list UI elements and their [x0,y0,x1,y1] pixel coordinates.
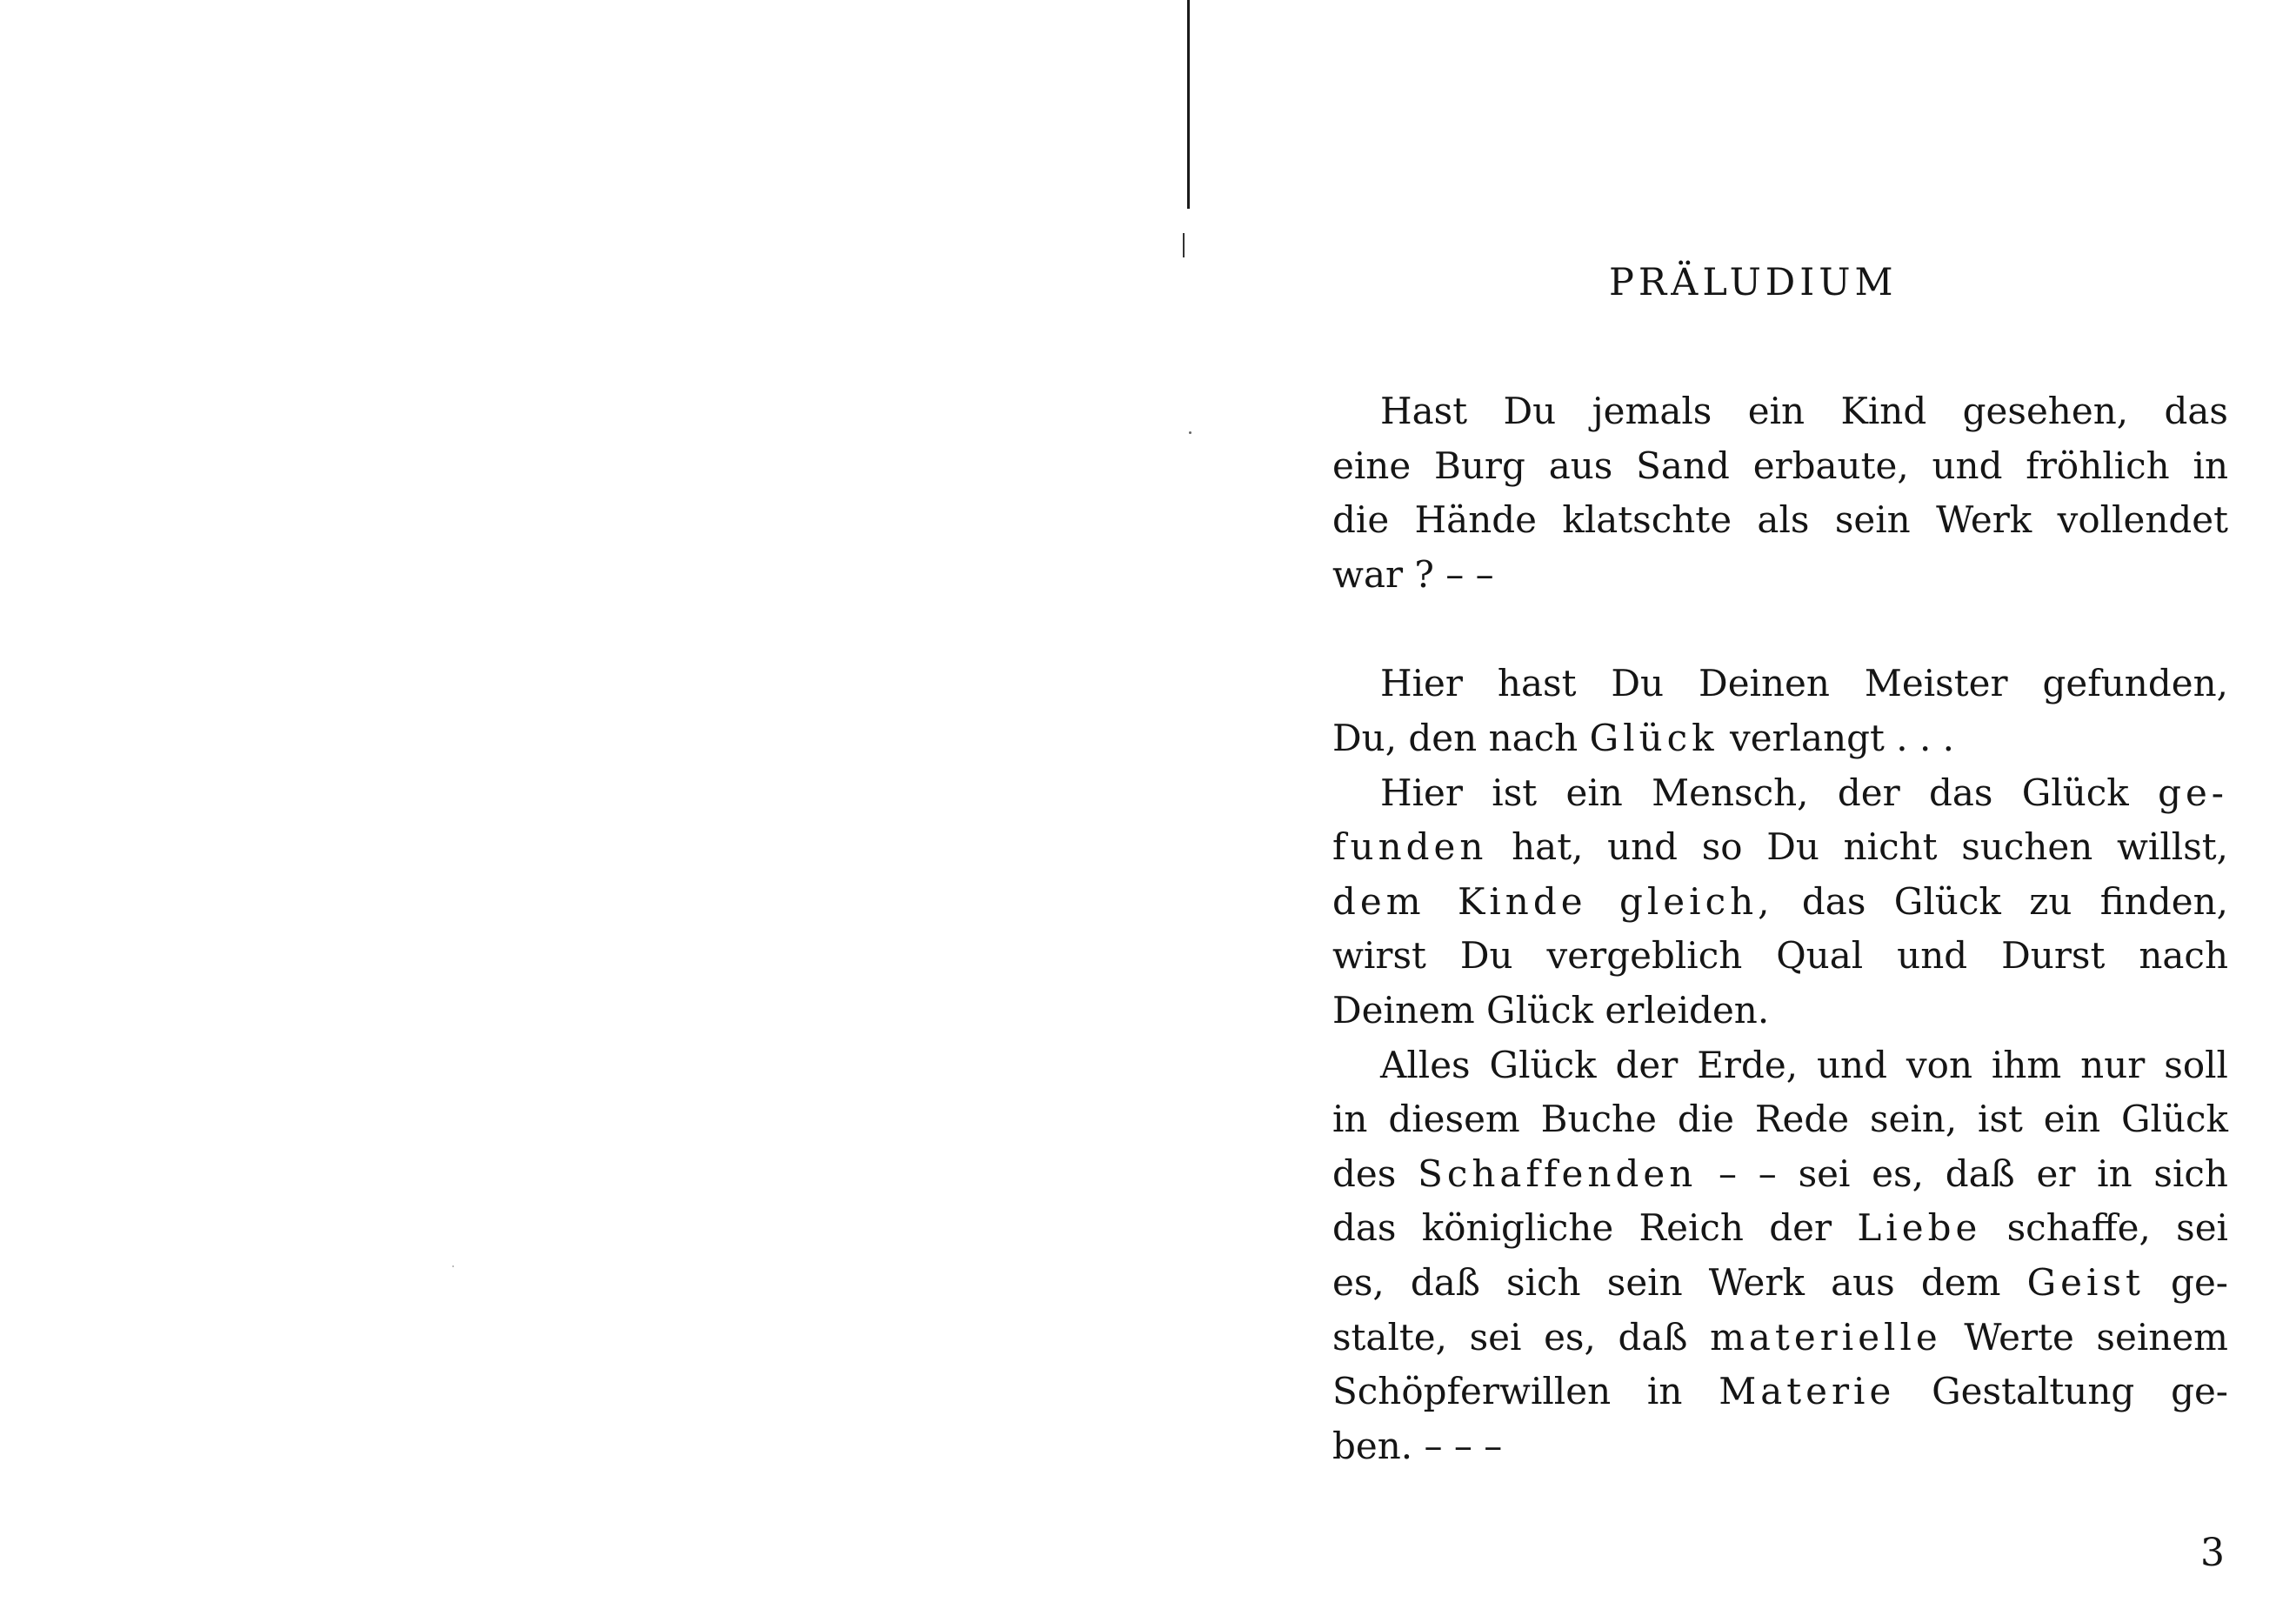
text-run: Hier ist ein Mensch, der das Glück [1380,771,2159,814]
text-line: in diesem Buche die Rede sein, ist ein Glück [1332,1098,2228,1141]
spaced-word: materielle [1710,1315,1942,1359]
text-line [1332,1147,2228,1202]
gutter-line [1187,0,1190,209]
text-line: Alles Glück der Erde, und von ihm nur soll [1380,1043,2228,1086]
body-text [1332,384,2228,1473]
text-run: schaffe, sei [1981,1206,2228,1250]
spaced-word: ge- [2158,771,2228,814]
chapter-title: PRÄLUDIUM [1609,261,1898,304]
text-run: das königliche Reich der [1332,1206,1858,1250]
text-run: Schöpferwillen in [1332,1370,1719,1413]
text-run: stalte, sei es, daß [1332,1315,1711,1359]
text-run: hat, und so Du nicht suchen willst, [1487,825,2228,869]
text-run: das Glück zu finden, [1773,879,2228,923]
text-line [1332,766,2228,821]
text-run: Du, den nach [1332,716,1590,759]
spaced-word: Liebe [1857,1206,1982,1250]
spaced-word: Geist [2026,1260,2145,1304]
text-run: des [1332,1152,1418,1195]
spaced-word: dem Kinde gleich, [1332,879,1774,923]
text-line [1332,820,2228,875]
spaced-word: Materie [1719,1370,1896,1413]
spaced-word: Glück [1589,716,1719,759]
text-line [1332,875,2228,930]
spaced-word: funden [1332,825,1488,869]
text-line: Hier hast Du Deinen Meister gefunden, [1380,662,2228,705]
text-line: Hast Du jemals ein Kind gesehen, das [1380,390,2228,432]
scan-speck [452,1265,454,1267]
text-line [1332,1201,2228,1256]
text-run: – – sei es, daß er in sich [1697,1152,2228,1195]
text-line: war ? – – [1332,552,1494,596]
text-run: verlangt . . . [1718,716,1955,759]
text-run: ge- [2144,1260,2228,1304]
paragraph-gap [1332,602,2228,657]
spaced-word: Schaffenden [1418,1152,1698,1195]
text-line: ben. – – – [1332,1424,1503,1467]
text-line [1332,1256,2228,1311]
text-line [1332,1311,2228,1365]
text-line: wirst Du vergeblich Qual und Durst nach [1332,934,2228,978]
text-run: es, daß sich sein Werk aus dem [1332,1260,2027,1304]
text-line: die Hände klatschte als sein Werk vollendet [1332,498,2228,542]
text-run: Gestaltung ge- [1895,1370,2228,1413]
text-line [1332,711,2228,766]
text-line [1332,1365,2228,1419]
gutter-mark [1183,233,1185,257]
page-number: 3 [2200,1531,2225,1575]
text-run: Werte seinem [1941,1315,2228,1359]
text-line: Deinem Glück erleiden. [1332,988,1770,1031]
text-line: eine Burg aus Sand erbaute, und fröhlich in [1332,444,2228,487]
